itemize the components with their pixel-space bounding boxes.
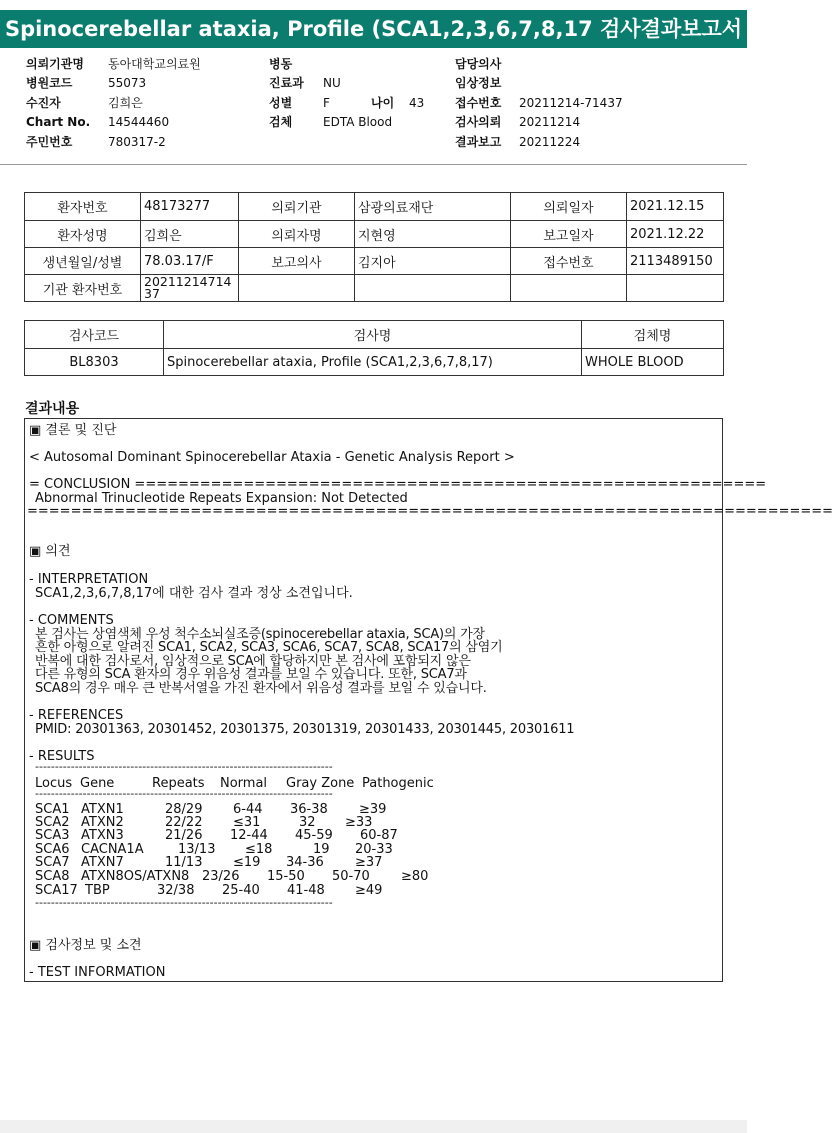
table-cell — [627, 275, 724, 302]
result-content-box — [24, 418, 833, 982]
result-locus: SCA8 — [35, 869, 70, 884]
table-cell: 지현영 — [355, 221, 511, 248]
table-cell: 2021121471437 — [141, 275, 239, 302]
table-row — [25, 321, 724, 349]
header-value: F — [323, 95, 330, 110]
age-value: 43 — [409, 95, 425, 110]
table-row — [25, 349, 724, 376]
age-label: 나이 — [371, 95, 395, 110]
results-header-normal: Normal — [220, 776, 268, 791]
comments-line: 다른 유형의 SCA 환자의 경우 위음성 결과를 보일 수 있습니다. 또한, SCA7과 — [35, 667, 467, 682]
result-normal: ≤31 — [233, 815, 261, 830]
header-col3 — [455, 55, 623, 152]
header-label: 병동 — [269, 57, 293, 71]
result-pathogenic: ≥39 — [359, 802, 387, 817]
test-info-label: - TEST INFORMATION — [29, 965, 166, 980]
report-subtitle: < Autosomal Dominant Spinocerebellar Ataxia - Genetic Analysis Report > — [29, 450, 515, 465]
header-value: 20211224 — [519, 134, 581, 149]
result-grayzone: 45-59 — [295, 828, 333, 843]
header-label: Chart No. — [26, 115, 91, 130]
result-normal: ≤18 — [245, 842, 273, 857]
table-cell: 환자성명 — [25, 221, 141, 248]
interpretation-label: - INTERPRETATION — [29, 572, 149, 587]
table-cell: 48173277 — [141, 193, 239, 221]
result-locus: SCA2 — [35, 815, 70, 830]
table-cell: 보고일자 — [511, 221, 627, 248]
table-cell: 삼광의료재단 — [355, 193, 511, 221]
table-row — [25, 221, 724, 248]
header-label: 주민번호 — [26, 134, 73, 149]
header-value: 14544460 — [108, 115, 170, 130]
header-label: 수진자 — [26, 95, 61, 110]
header-label: 담당의사 — [455, 57, 502, 71]
header-value: 동아대학교의료원 — [108, 57, 201, 71]
result-gene: TBP — [85, 883, 110, 898]
table-cell: 2021.12.15 — [627, 193, 724, 221]
header-value: 780317-2 — [108, 134, 166, 149]
results-label: - RESULTS — [29, 749, 95, 764]
table-cell — [355, 275, 511, 302]
table-cell: Spinocerebellar ataxia, Profile (SCA1,2,3,6,7,8,17) — [164, 349, 582, 376]
result-pathogenic: ≥33 — [345, 815, 373, 830]
table-cell: 접수번호 — [511, 248, 627, 275]
table-cell: 환자번호 — [25, 193, 141, 221]
results-header-pathogenic: Pathogenic — [362, 776, 434, 791]
table-cell: BL8303 — [25, 349, 164, 376]
result-normal: 15-50 — [267, 869, 305, 884]
header-value: 김희은 — [108, 95, 143, 110]
result-repeats: 23/26 — [202, 869, 240, 884]
dash-line: --------------------------------------------------------------------------- — [35, 787, 333, 800]
table-cell: 의뢰기관 — [239, 193, 355, 221]
result-repeats: 21/26 — [165, 828, 203, 843]
comments-line: 흔한 아형으로 알려진 SCA1, SCA2, SCA3, SCA6, SCA7, SCA8, SCA17의 삼염기 — [35, 640, 503, 655]
table-header-cell: 검사명 — [164, 321, 582, 349]
table-cell: 김지아 — [355, 248, 511, 275]
test-info-table — [24, 320, 724, 376]
result-pathogenic: ≥80 — [401, 869, 429, 884]
table-row — [25, 248, 724, 275]
header-divider — [0, 164, 747, 165]
result-grayzone: 41-48 — [287, 883, 325, 898]
table-row — [25, 275, 724, 302]
references-text: PMID: 20301363, 20301452, 20301375, 20301319, 20301433, 20301445, 20301611 — [35, 722, 575, 737]
result-repeats: 11/13 — [165, 855, 203, 870]
conclusion-heading: ▣ 결론 및 진단 — [29, 423, 117, 438]
header-col1 — [26, 55, 201, 152]
result-normal: ≤19 — [233, 855, 261, 870]
result-pathogenic: ≥37 — [355, 855, 383, 870]
results-header-grayzone: Gray Zone — [286, 776, 355, 791]
comments-line: 반복에 대한 검사로서, 임상적으로 SCA에 합당하지만 본 검사에 포함되지 않은 — [35, 654, 471, 669]
bottom-strip — [0, 1120, 747, 1133]
result-locus: SCA6 — [35, 842, 70, 857]
header-value: 20211214-71437 — [519, 95, 623, 110]
result-gene: ATXN2 — [81, 815, 124, 830]
result-normal: 6-44 — [233, 802, 263, 817]
opinion-heading: ▣ 의견 — [29, 544, 71, 559]
results-heading: 결과내용 — [25, 401, 80, 417]
header-value: EDTA Blood — [323, 115, 393, 130]
result-pathogenic: 20-33 — [355, 842, 393, 857]
result-gene: ATXN1 — [81, 802, 124, 817]
report-title: Spinocerebellar ataxia, Profile (SCA1,2,3,6,7,8,17 검사결과보고서 — [0, 10, 747, 48]
interpretation-text: SCA1,2,3,6,7,8,17에 대한 검사 결과 정상 소견입니다. — [35, 586, 353, 601]
result-normal: 12-44 — [230, 828, 268, 843]
header-label: 결과보고 — [455, 134, 502, 149]
result-locus: SCA1 — [35, 802, 70, 817]
result-gene: ATXN8OS/ATXN8 — [81, 869, 190, 884]
table-cell: 의뢰일자 — [511, 193, 627, 221]
table-cell — [239, 275, 355, 302]
result-repeats: 28/29 — [165, 802, 203, 817]
result-locus: SCA17 — [35, 883, 78, 898]
result-locus: SCA7 — [35, 855, 70, 870]
result-locus: SCA3 — [35, 828, 70, 843]
conclusion-text: Abnormal Trinucleotide Repeats Expansion: Not Detected — [35, 491, 408, 506]
table-cell: 의뢰자명 — [239, 221, 355, 248]
table-header-cell: 검체명 — [582, 321, 724, 349]
table-cell: 생년월일/성별 — [25, 248, 141, 275]
comments-line: SCA8의 경우 매우 큰 반복서열을 가진 환자에서 위음성 결과를 보일 수 있습니다. — [35, 681, 487, 696]
results-header-repeats: Repeats — [152, 776, 205, 791]
header-label: 검사의뢰 — [455, 115, 502, 130]
result-repeats: 32/38 — [157, 883, 195, 898]
table-cell: 김희은 — [141, 221, 239, 248]
results-header-locus: Locus — [35, 776, 73, 791]
result-gene: ATXN7 — [81, 855, 124, 870]
result-grayzone: 36-38 — [290, 802, 328, 817]
patient-info-table — [24, 192, 724, 302]
result-gene: CACNA1A — [81, 842, 144, 857]
result-repeats: 22/22 — [165, 815, 203, 830]
table-header-cell: 검사코드 — [25, 321, 164, 349]
result-repeats: 13/13 — [178, 842, 216, 857]
header-label: 의뢰기관명 — [26, 57, 84, 71]
header-label: 병원코드 — [26, 76, 73, 91]
references-label: - REFERENCES — [29, 708, 124, 723]
result-gene: ATXN3 — [81, 828, 124, 843]
test-info-heading: ▣ 검사정보 및 소견 — [29, 938, 142, 953]
header-col2 — [269, 55, 424, 133]
header-label: 성별 — [269, 95, 293, 110]
result-grayzone: 50-70 — [332, 869, 370, 884]
result-grayzone: 34-36 — [286, 855, 324, 870]
conclusion-line: = CONCLUSION ========================================================== — [29, 477, 767, 492]
results-header-gene: Gene — [80, 776, 115, 791]
header-value: NU — [323, 76, 341, 91]
comments-line: 본 검사는 상염색체 우성 척수소뇌실조증(spinocerebellar ataxia, SCA)의 가장 — [35, 627, 485, 642]
result-pathogenic: 60-87 — [360, 828, 398, 843]
table-cell — [511, 275, 627, 302]
table-row — [25, 193, 724, 221]
dash-line: --------------------------------------------------------------------------- — [35, 896, 333, 909]
table-cell: WHOLE BLOOD — [582, 349, 724, 376]
header-value: 20211214 — [519, 115, 581, 130]
header-label: 접수번호 — [455, 95, 502, 110]
table-cell: 78.03.17/F — [141, 248, 239, 275]
comments-label: - COMMENTS — [29, 613, 114, 628]
header-label: 임상정보 — [455, 76, 502, 91]
table-cell: 2021.12.22 — [627, 221, 724, 248]
table-cell: 2113489150 — [627, 248, 724, 275]
result-pathogenic: ≥49 — [355, 883, 383, 898]
header-label: 검체 — [269, 115, 293, 130]
result-grayzone: 32 — [299, 815, 316, 830]
header-value: 55073 — [108, 76, 147, 91]
header-label: 진료과 — [269, 76, 304, 91]
result-grayzone: 19 — [313, 842, 330, 857]
table-cell: 기관 환자번호 — [25, 275, 141, 302]
dash-line: --------------------------------------------------------------------------- — [35, 760, 333, 773]
table-cell: 보고의사 — [239, 248, 355, 275]
separator-line: ========================================================================== — [27, 504, 833, 519]
result-normal: 25-40 — [222, 883, 260, 898]
